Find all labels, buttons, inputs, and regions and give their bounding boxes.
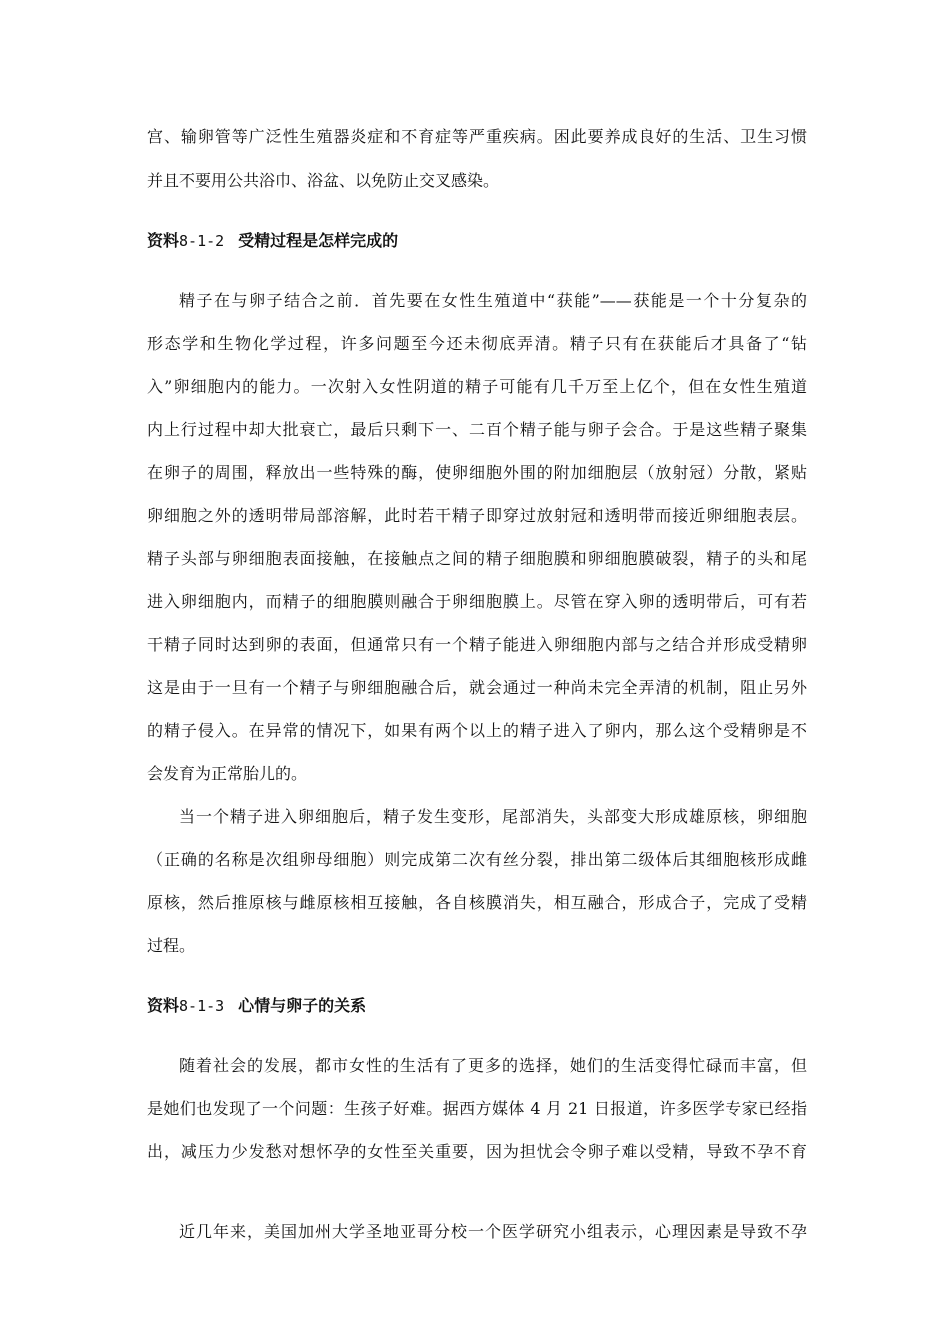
paragraph-line: （正确的名称是次组卵母细胞）则完成第二次有丝分裂，排出第二级体后其细胞核形成雌 bbox=[147, 850, 807, 869]
paragraph-line: 宫、输卵管等广泛性生殖器炎症和不育症等严重疾病。困此要养成良好的生活、卫生习惯 bbox=[147, 127, 807, 146]
paragraph-line: 会发育为正常胎儿的。 bbox=[147, 764, 308, 783]
paragraph-line: 进入卵细胞内，而精子的细胞膜则融合于卵细胞膜上。尽管在穿入卵的透明带后，可有若 bbox=[147, 592, 807, 611]
paragraph-line: 随着社会的发展，都市女性的生活有了更多的选择，她们的生活变得忙碌而丰富，但 bbox=[179, 1056, 807, 1075]
paragraph-line: 内上行过程中却大批衰亡，最后只剩下一、二百个精子能与卵子会合。于是这些精子聚集 bbox=[147, 420, 807, 439]
paragraph-line: 在卵子的周围，释放出一些特殊的酶，使卵细胞外围的附加细胞层（放射冠）分散，紧贴 bbox=[147, 463, 807, 482]
paragraph-line: 是她们也发现了一个问题：生孩子好难。据西方媒体 4 月 21 日报道，许多医学专家已经指 bbox=[147, 1099, 807, 1118]
heading-title: 心情与卵子的关系 bbox=[238, 996, 367, 1015]
paragraph-line: 这是由于一旦有一个精子与卵细胞融合后，就会通过一种尚未完全弄清的机制，阻止另外 bbox=[147, 678, 807, 697]
paragraph-line: 入”卵细胞内的能力。一次射入女性阴道的精子可能有几千万至上亿个，但在女性生殖道 bbox=[147, 377, 807, 396]
paragraph-line: 原核，然后推原核与雌原核相互接触，各自核膜消失，相互融合，形成合子，完成了受精 bbox=[147, 893, 807, 912]
paragraph-line: 形态学和生物化学过程，许多问题至今还未彻底弄清。精子只有在获能后才具备了“钻 bbox=[147, 334, 807, 353]
paragraph-line: 过程。 bbox=[147, 936, 196, 955]
section-heading-8-1-3 bbox=[147, 996, 366, 1016]
heading-code: 8-1-2 bbox=[179, 232, 225, 250]
paragraph-line: 干精子同时达到卵的表面，但通常只有一个精子能进入卵细胞内部与之结合并形成受精卵 bbox=[147, 635, 807, 654]
heading-label: 资料 bbox=[147, 996, 180, 1015]
heading-code: 8-1-3 bbox=[179, 997, 225, 1015]
paragraph-line: 的精子侵入。在异常的情况下，如果有两个以上的精子进入了卵内，那么这个受精卵是不 bbox=[147, 721, 807, 740]
paragraph-line: 并且不要用公共浴巾、浴盆、以免防止交叉感染。 bbox=[147, 171, 500, 190]
paragraph-line: 精子在与卵子结合之前．首先要在女性生殖道中“获能”——获能是一个十分复杂的 bbox=[179, 291, 807, 310]
paragraph-line: 精子头部与卵细胞表面接触，在接触点之间的精子细胞膜和卵细胞膜破裂，精子的头和尾 bbox=[147, 549, 807, 568]
paragraph-line: 近几年来，美国加州大学圣地亚哥分校一个医学研究小组表示，心理因素是导致不孕 bbox=[179, 1222, 807, 1241]
heading-title: 受精过程是怎样完成的 bbox=[238, 231, 399, 250]
paragraph-line: 当一个精子进入卵细胞后，精子发生变形，尾部消失，头部变大形成雄原核，卵细胞 bbox=[179, 807, 807, 826]
paragraph-line: 卵细胞之外的透明带局部溶解，此时若干精子即穿过放射冠和透明带而接近卵细胞表层。 bbox=[147, 506, 807, 525]
heading-label: 资料 bbox=[147, 231, 180, 250]
paragraph-line: 出，减压力少发愁对想怀孕的女性至关重要，因为担忧会令卵子难以受精，导致不孕不育 bbox=[147, 1142, 807, 1161]
section-heading-8-1-2 bbox=[147, 231, 398, 251]
